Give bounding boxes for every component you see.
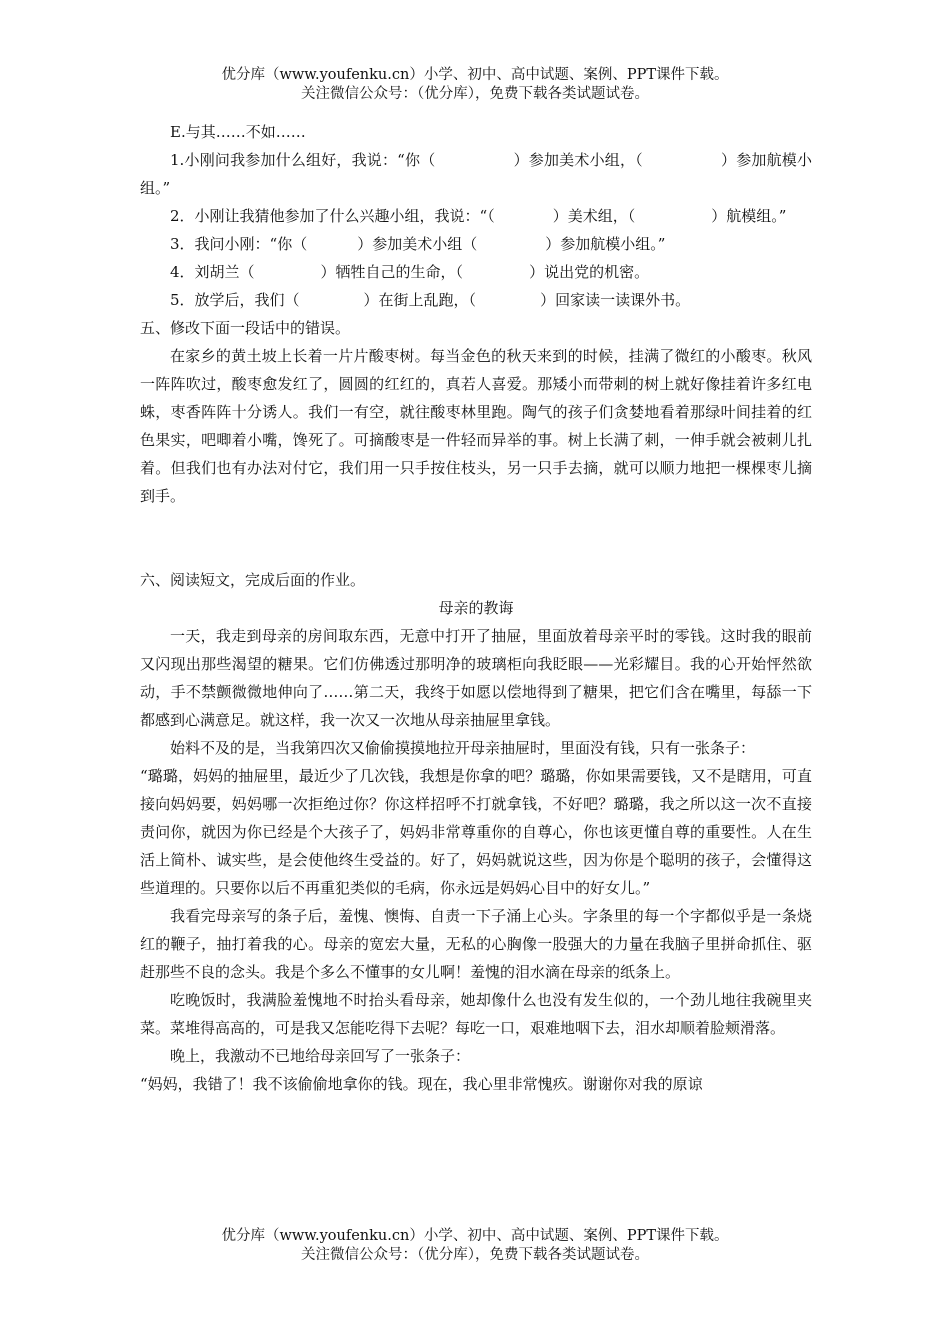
story-paragraph: 晚上，我激动不已地给母亲回写了一张条子： xyxy=(170,1047,471,1065)
question-1: 1.小刚问我参加什么组好，我说：“你（ ）参加美术小组，（ ）参加航模小组。” xyxy=(140,151,812,197)
story-paragraph: 一天，我走到母亲的房间取东西，无意中打开了抽屉，里面放着母亲平时的零钱。这时我的眼前又闪现出那些渴望的糖果。它们仿佛透过那明净的玻璃柜向我眨眼——光彩耀目。我的心开始怦然欲动，手不禁颤微微地伸向了……第二天，我终于如愿以偿地得到了糖果，把它们含在嘴里，每舔一下都感到心满意足。就这样，我一次又一次地从母亲抽屉里拿钱。 xyxy=(140,627,812,729)
section-5-paragraph: 在家乡的黄土坡上长着一片片酸枣树。每当金色的秋天来到的时候，挂满了微红的小酸枣。秋风一阵阵吹过，酸枣愈发红了，圆圆的红红的，真若人喜爱。那矮小而带刺的树上就好像挂着许多红电蛛，枣香阵阵十分诱人。我们一有空，就往酸枣林里跑。陶气的孩子们贪婪地看着那绿叶间挂着的红色果实，吧唧着小嘴，馋死了。可摘酸枣是一件轻而异举的事。树上长满了刺，一伸手就会被刺儿扎着。但我们也有办法对付它，我们用一只手按住枝头，另一只手去摘，就可以顺力地把一棵棵枣儿摘到手。 xyxy=(140,347,812,505)
section-5-title: 五、修改下面一段话中的错误。 xyxy=(140,319,351,337)
footer-line-1: 优分库（www.youfenku.cn）小学、初中、高中试题、案例、PPT课件下载。 xyxy=(221,1228,729,1244)
page-header xyxy=(0,66,950,104)
question-2: 2．小刚让我猜他参加了什么兴趣小组，我说：“（ ）美术组，（ ）航模组。” xyxy=(170,207,787,225)
section-e-title: E.与其……不如…… xyxy=(170,123,306,141)
footer-line-2: 关注微信公众号：（优分库），免费下载各类试题试卷。 xyxy=(301,1247,649,1263)
story-paragraph: 我看完母亲写的条子后，羞愧、懊悔、自责一下子涌上心头。字条里的每一个字都似乎是一条烧红的鞭子，抽打着我的心。母亲的宽宏大量，无私的心胸像一股强大的力量在我脑子里拼命抓住、驱赶那些不良的念头。我是个多么不懂事的女儿啊！羞愧的泪水滴在母亲的纸条上。 xyxy=(140,907,812,981)
question-5: 5．放学后，我们（ ）在街上乱跑，（ ）回家读一读课外书。 xyxy=(170,291,691,309)
question-3: 3．我问小刚：“你（ ）参加美术小组（ ）参加航模小组。” xyxy=(170,235,666,253)
document-body xyxy=(140,118,812,1098)
story-paragraph: 吃晚饭时，我满脸羞愧地不时抬头看母亲，她却像什么也没有发生似的，一个劲儿地往我碗里夹菜。菜堆得高高的，可是我又怎能吃得下去呢？每吃一口，艰难地咽下去，泪水却顺着脸颊滑落。 xyxy=(140,991,812,1037)
spacer xyxy=(140,510,812,566)
question-4: 4．刘胡兰（ ）牺牲自己的生命，（ ）说出党的机密。 xyxy=(170,263,650,281)
story-paragraph: “妈妈，我错了！我不该偷偷地拿你的钱。现在，我心里非常愧疚。谢谢你对我的原谅 xyxy=(140,1075,703,1093)
story-paragraph: 始料不及的是，当我第四次又偷偷摸摸地拉开母亲抽屉时，里面没有钱，只有一张条子： xyxy=(170,739,756,757)
section-6-title: 六、阅读短文，完成后面的作业。 xyxy=(140,571,366,589)
story-title: 母亲的教诲 xyxy=(438,599,514,617)
story-paragraph: “璐璐，妈妈的抽屉里，最近少了几次钱，我想是你拿的吧？璐璐，你如果需要钱，又不是瞎用，可直接向妈妈要，妈妈哪一次拒绝过你？你这样招呼不打就拿钱，不好吧？璐璐，我之所以这一次不直接责问你，就因为你已经是个大孩子了，妈妈非常尊重你的自尊心，你也该更懂自尊的重要性。人在生活上简朴、诚实些，是会使他终生受益的。好了，妈妈就说这些，因为你是个聪明的孩子，会懂得这些道理的。只要你以后不再重犯类似的毛病，你永远是妈妈心目中的好女儿。” xyxy=(140,767,812,897)
header-line-1: 优分库（www.youfenku.cn）小学、初中、高中试题、案例、PPT课件下载。 xyxy=(221,67,729,83)
header-line-2: 关注微信公众号：（优分库），免费下载各类试题试卷。 xyxy=(301,86,649,102)
page-footer xyxy=(0,1227,950,1265)
